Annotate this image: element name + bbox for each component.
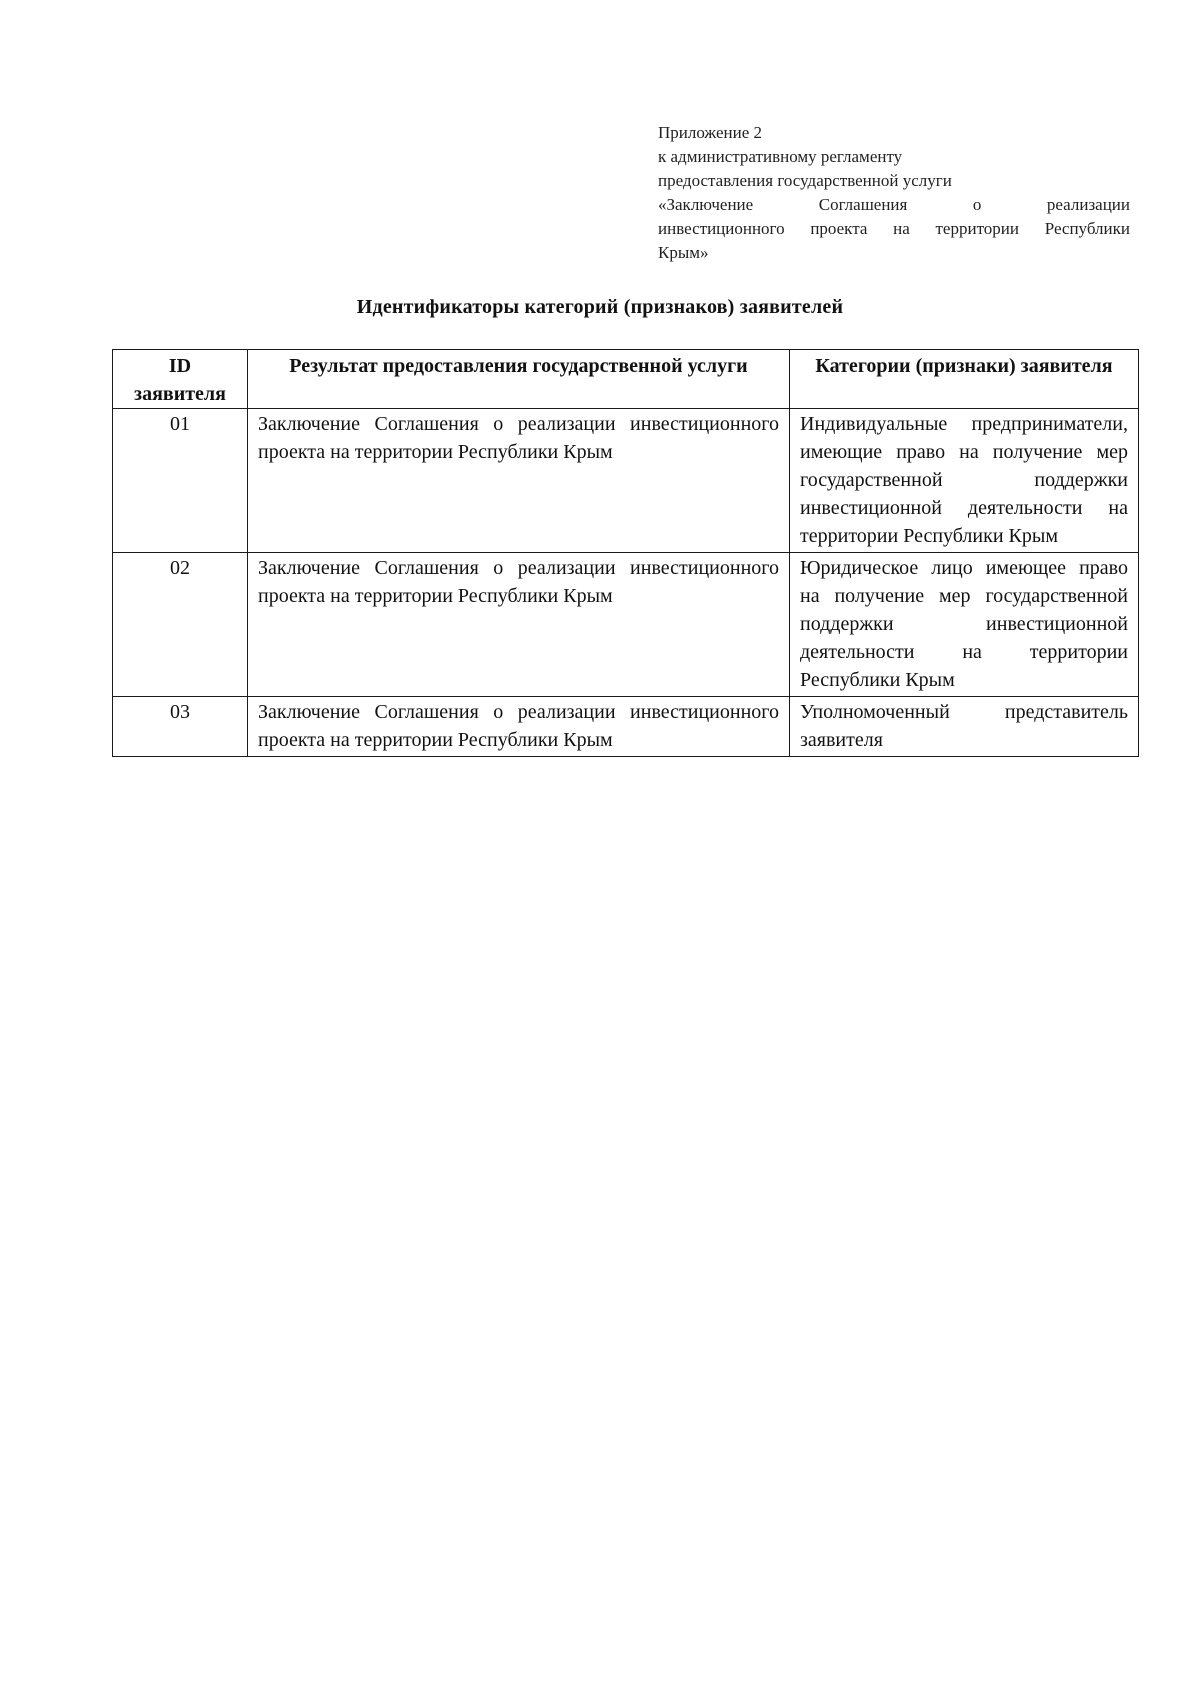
table-row [113,409,1139,553]
service-result-cell: Заключение Соглашения о реализации инвестиционного проекта на территории Республики Крым [248,409,790,553]
applicant-id-cell: 01 [113,409,248,553]
appendix-number: Приложение 2 [658,123,762,142]
applicant-category-cell: Уполномоченный представитель заявителя [790,697,1139,757]
service-result-cell: Заключение Соглашения о реализации инвестиционного проекта на территории Республики Крым [248,553,790,697]
applicant-id-table [112,349,1139,757]
appendix-service-name-3: Крым» [658,243,709,262]
applicant-category-cell: Юридическое лицо имеющее право на получение мер государственной поддержки инвестиционной деятельности на территории Республики Крым [790,553,1139,697]
table-row [113,553,1139,697]
appendix-service-name-2: инвестиционного проекта на территории Республики [658,219,1130,238]
appendix-service-name-1: «Заключение Соглашения о реализации [658,195,1130,214]
appendix-service: предоставления государственной услуги [658,171,952,190]
document-title: Идентификаторы категорий (признаков) заявителей [356,296,844,318]
applicant-id-cell: 02 [113,553,248,697]
header-service-result: Результат предоставления государственной услуги [248,350,790,409]
header-applicant-category: Категории (признаки) заявителя [790,350,1139,409]
applicant-category-cell: Индивидуальные предприниматели, имеющие право на получение мер государственной поддержки инвестиционной деятельности на территории Республики Крым [790,409,1139,553]
service-result-cell: Заключение Соглашения о реализации инвестиционного проекта на территории Республики Крым [248,697,790,757]
header-applicant-id: ID заявителя [113,350,248,409]
applicant-id-cell: 03 [113,697,248,757]
table-row [113,697,1139,757]
appendix-regulation: к административному регламенту [658,147,903,166]
appendix-reference [658,121,1130,265]
table-header-row [113,350,1139,409]
